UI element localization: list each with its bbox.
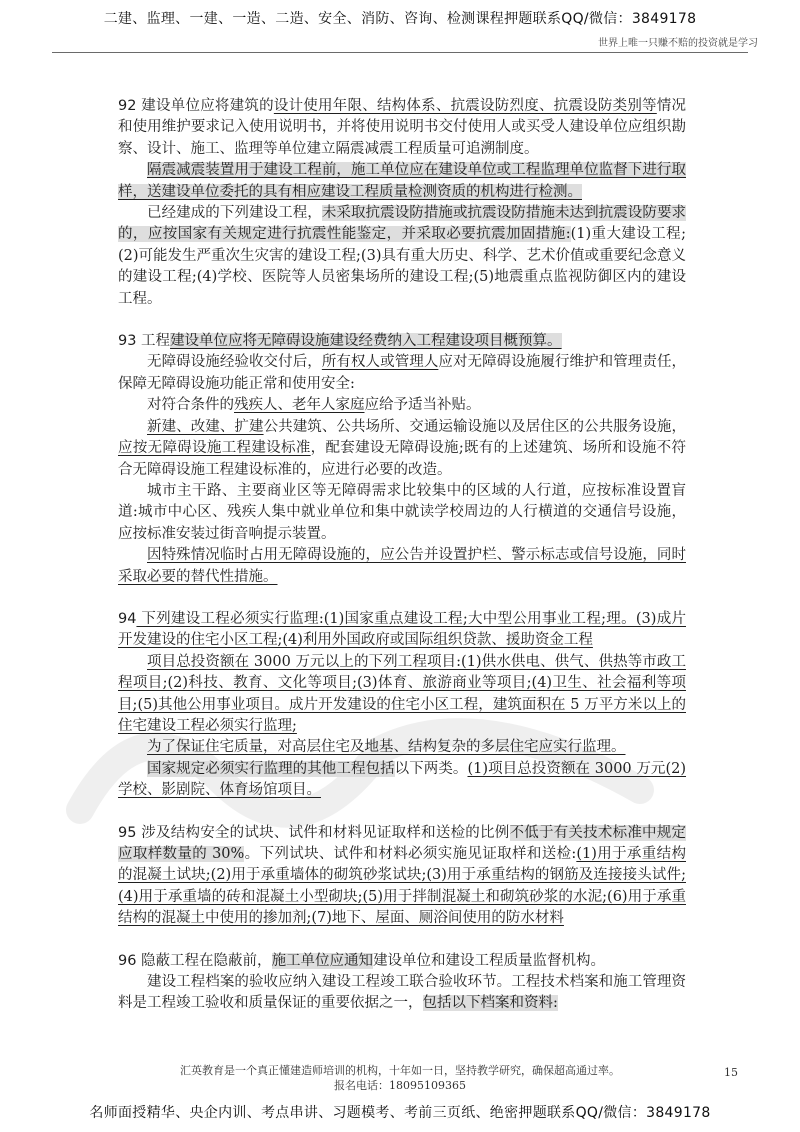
text-run: 。下列试块、试件和材料必须实施见证取样和送检: [244,846,577,862]
paragraph [118,545,686,588]
emphasized-text: (1)项目总投资额在 3000 万元(2)学校、影剧院、体育场馆项目。 [118,760,687,799]
emphasized-text: 因特殊情况临时占用无障碍设施的，应公告并设置护栏、警示标志或信号设施，同时采取必要的替代性措施。 [118,547,686,585]
emphasized-text: 新建、改建、扩建 [147,418,264,435]
emphasized-text: 所有权人或管理人 [321,354,439,371]
question-93 [118,331,686,588]
question-number: 93 [118,333,137,350]
question-number: 95 [118,824,137,841]
emphasized-text: 包括以下档案和资料: [422,995,558,1012]
header-divider [52,52,748,53]
question-95 [118,823,686,930]
emphasized-text: 施工单位应通知 [271,952,374,969]
emphasized-text: 建设单位应将无障碍设施建设经费纳入工程建设项目概预算。 [170,333,562,350]
text-run: 工程 [136,333,171,350]
footer-slogan: 汇英教育是一个真正懂建造师培训的机构，十年如一日，坚持教学研究，确保超高通过率。 [180,1064,620,1077]
paragraph [118,481,686,545]
text-run: 建设单位和建设工程质量监督机构。 [373,952,606,969]
text-run: 涉及结构安全的试块、试件和材料见证取样和送检的比例 [136,824,510,841]
text-run: 对符合条件的 [147,397,234,414]
footer-note [0,1063,800,1093]
text-run: 公共建筑、公共场所、交通运输设施以及居住区的公共服务设施， [263,418,687,435]
question-92 [118,96,686,310]
emphasized-text: 设计使用年限、结构体系、抗震设防烈度、抗震设防类别等 [273,98,657,114]
emphasized-text: (1)用于承重结构的混凝土试块;(2)用于承重墙体的砌筑砂浆试块;(3)用于承重结构的钢筋及连接接头试件;(4)用于承重墙的砖和混凝土小型砌块;(5)用于拌制混凝土和砌筑砂浆的水泥;(6)用于承重结构的混凝土中使用的掺加剂;(7)地下、屋面、厕浴间使用的防水材料 [118,846,686,927]
paragraph [118,951,686,972]
question-number: 94 [118,610,137,627]
paragraph [118,203,686,310]
emphasized-text: 未采取抗震设防措施或抗震设防措施未达到抗震设防要求的，应按国家有关规定进行抗震性能鉴定，并采取必要抗震加固措施: [118,205,687,243]
paragraph [118,759,686,802]
text-run: 应给予适当补贴。 [364,397,481,414]
paragraph [118,395,686,416]
paragraph [118,972,686,1015]
emphasized-text: 下列建设工程必须实行监理:(1)国家重点建设工程;大中型公用事业工程;理。(3)成片开发建设的住宅小区工程;(4)利用外国政府或国际组织贷款、援助资金工程 [118,610,686,649]
emphasized-text: 不低于有关技术标准中规定应取样数量的 30% [118,824,687,862]
paragraph [118,331,686,352]
paragraph [118,352,686,395]
question-number: 96 [118,952,137,969]
text-run: 隐蔽工程在隐蔽前， [136,952,272,969]
paragraph [118,160,686,203]
text-run: (1)重大建设工程;(2)可能发生严重次生灾害的建设工程;(3)具有重大历史、科学、艺术价值或重要纪念意义的建设工程;(4)学校、医院等人员密集场所的建设工程;(5)地震重点监视防御区内的建设工程。 [118,226,686,307]
question-96 [118,951,686,1015]
paragraph [118,737,686,758]
paragraph [118,96,686,160]
emphasized-text: 隔震减震装置用于建设工程前，施工单位应在建设单位或工程监理单位监督下进行取样，送建设单位委托的具有相应建设工程质量检测资质的机构进行检测。 [118,162,686,200]
text-run: 无障碍设施经验收交付后， [147,354,322,371]
text-run: 建设单位应将建筑的 [136,98,274,114]
text-run: 应对无障碍设施履行维护和管理责任，保障无障碍设施功能正常和使用安全: [118,354,687,392]
top-banner: 二建、监理、一建、一造、二造、安全、消防、咨询、检测课程押题联系QQ/微信：3849178 [103,11,697,27]
text-run: 建设工程档案的验收应纳入建设工程竣工联合验收环节。工程技术档案和施工管理资料是工程竣工验收和质量保证的重要依据之一， [118,974,686,1012]
bottom-banner: 名师面授精华、央企内训、考点串讲、习题模考、考前三页纸、绝密押题联系QQ/微信：3849178 [89,1105,711,1121]
text-run: 城市主干路、主要商业区等无障碍需求比较集中的区域的人行道，应按标准设置盲道:城市中心区、残疾人集中就业单位和集中就读学校周边的人行横道的交通信号设施，应按标准安装过街音响提示装置。 [118,482,686,542]
text-run: 已经建成的下列建设工程， [147,205,322,222]
footer-phone: 报名电话：18095109365 [334,1079,466,1092]
page-number: 15 [724,1066,738,1079]
header-slogan: 世界上唯一只赚不赔的投资就是学习 [598,38,758,49]
emphasized-text: 项目总投资额在 3000 万元以上的下列工程项目:(1)供水供电、供气、供热等市政工程项目;(2)科技、教育、文化等项目;(3)体育、旅游商业等项目;(4)卫生、社会福利等项目;(5)其他公用事业项目。成片开发建设的住宅小区工程，建筑面积在 5 万平方米以上的住宅建设工程必须实行监理; [118,653,686,734]
text-run: 以下两类。 [394,760,468,777]
emphasized-text: 为了保证住宅质量，对高层住宅及地基、结构复杂的多层住宅应实行监理。 [147,739,626,756]
document-body [118,96,686,1036]
question-94 [118,609,686,802]
paragraph [118,609,686,652]
question-number: 92 [118,98,137,114]
emphasized-text: 残疾人、老年人家庭 [234,397,365,414]
emphasized-text: 国家规定必须实行监理的其他工程包括 [147,760,395,777]
text-run: 情况和使用维护要求记入使用说明书，并将使用说明书交付使用人或买受人建设单位应组织勘察、设计、施工、监理等单位建立隔震减震工程质量可追溯制度。 [118,98,687,157]
paragraph [118,652,686,738]
text-run: ，配套建设无障碍设施;既有的上述建筑、场所和设施不符合无障碍设施工程建设标准的，应进行必要的改造。 [118,440,687,478]
emphasized-text: 应按无障碍设施工程建设标准 [118,440,311,457]
paragraph [118,417,686,481]
paragraph [118,823,686,930]
